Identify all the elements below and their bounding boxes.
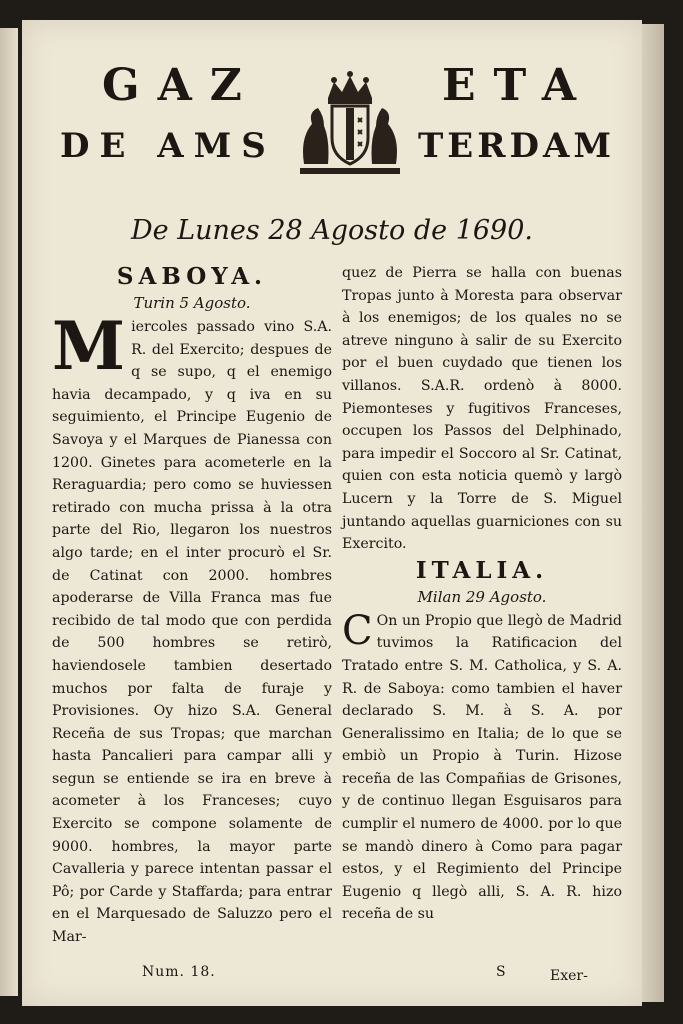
article-italia-body: On un Propio que llegò de Madrid tuvimos la Ratificacion del Tratado entre S. M. Catholica, y S. A. R. de Saboya: como tambien el haver declarado S. M. à S. A. por Generalissimo en Italia; de lo que se embiò un Propio à Turin. Hizose receña de las Compañias de Grisones, y de continuo llegan Esguisaros para cumplir el numero de 4000. por lo que se mandò dinero à Como para pagar estos, y el Regimiento del Principe Eugenio q llegò alli, S. A. R. hizo receña de su	[342, 612, 622, 923]
masthead-subtitle-part2: TERDAM	[418, 126, 615, 166]
previous-page-edge	[0, 28, 18, 996]
masthead-subtitle-part1: DE AMS	[60, 126, 276, 166]
issue-number: Num. 18.	[142, 964, 216, 980]
section-subtitle-turin: Turin 5 Agosto.	[133, 294, 251, 312]
signature-mark: S	[496, 964, 506, 980]
section-title-saboya: SABOYA.	[116, 263, 268, 290]
masthead	[22, 20, 642, 170]
gazette-page	[22, 20, 642, 1006]
dropcap-c: C	[342, 607, 373, 654]
masthead-title-part2: ETA	[442, 60, 595, 111]
section-subtitle-milan: Milan 29 Agosto.	[417, 587, 547, 606]
dateline: De Lunes 28 Agosto de 1690.	[131, 215, 533, 246]
article-italia	[342, 607, 622, 926]
left-column	[52, 262, 332, 949]
next-pages-edge	[642, 24, 664, 1002]
article-saboya-continuation: quez de Pierra se halla con buenas Tropas junto à Moresta para observar à los enemigos; de los quales no se atreve ninguno à salir de su Exercito por el buen cuydado que tienen los villanos. S.A.R. ordenò à 8000. Piemonteses y fugitivos Franceses, occupen los Passos del Delphinado, para impedir el Soccoro al Sr. Catinat, quien con esta noticia quemò y largò Lucern y la Torre de S. Miguel juntando aquellas guarniciones con su Exercito.	[342, 265, 622, 553]
article-saboya-body: iercoles passado vino S.A. R. del Exercito; despues de q se supo, q el enemigo havia decampado, y q iva en su seguimiento, el Principe Eugenio de Savoya y el Marques de Pianessa con 1200. Ginetes para acometerle en la Reraguardia; pero como se huviessen retirado con mucha prissa à la otra parte del Rio, llegaron los nuestros algo tarde; en el inter procurò el Sr. de Catinat con 2000. hombres apoderarse de Villa Franca mas fue recibido de tal modo que con perdida de 500 hombres se retirò, haviendosele tambien desertado muchos por falta de furaje y Provisiones. Oy hizo S.A. General Receña de sus Tropas; que marchan hasta Pancalieri para campar alli y segun se entiende se ira en breve à acometer à los Franceses; cuyo Exercito se compone solamente de 9000. hombres, la mayor parte Cavalleria y parece intentan passar el Pô; por Carde y Staffarda; para entrar en el Marquesado de Saluzzo pero el Mar-	[52, 319, 332, 946]
dropcap-m: M	[52, 307, 126, 385]
section-title-italia: ITALIA.	[415, 556, 549, 584]
article-saboya	[52, 307, 332, 949]
right-column	[342, 262, 622, 926]
masthead-title-part1: GAZ	[102, 60, 260, 111]
catchword: Exer-	[550, 968, 588, 984]
amsterdam-crest-icon	[294, 68, 406, 180]
